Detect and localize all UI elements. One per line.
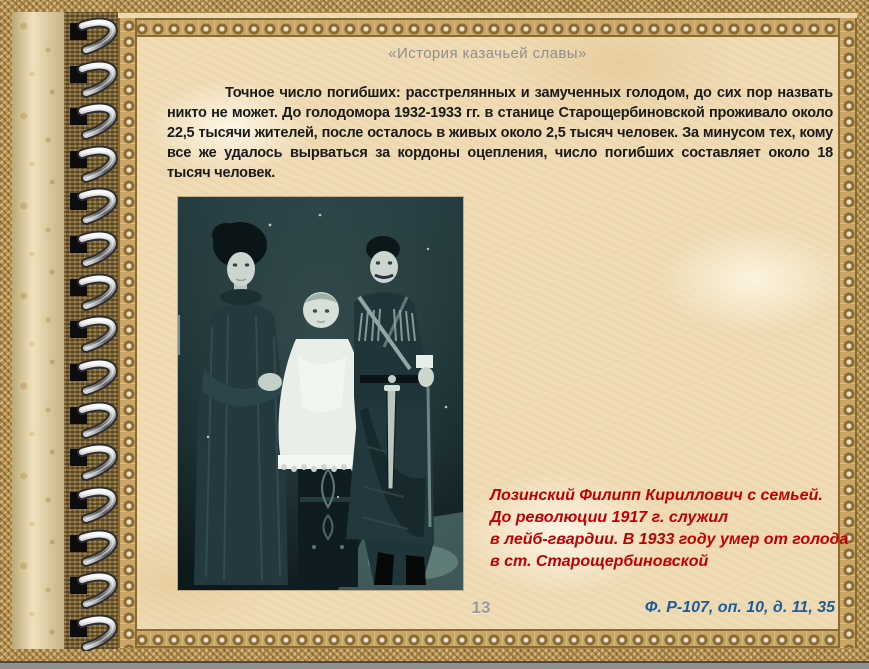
photo-caption-line: в ст. Старощербиновской xyxy=(490,553,709,570)
desktop-background-strip xyxy=(0,661,869,669)
photo-caption-line: До революции 1917 г. служил xyxy=(490,509,729,526)
ornament-border-bottom xyxy=(118,629,845,648)
page-number: 13 xyxy=(471,598,491,617)
ornament-border-top xyxy=(118,18,845,37)
slide-title: «История казачьей славы» xyxy=(388,45,587,62)
body-paragraph: Точное число погибших: расстрелянных и замученных голодом, до сих пор назвать никто не может. До голодомора 1932-1933 гг. в станице Старощербиновской проживало около 22,5 тысячи жителей, после осталось в живых около 2,5 тысяч человек. За минусом тех, кому все же удалось вырваться за кордоны оцепления, число погибших составляет около 18 тысяч человек. xyxy=(167,85,833,181)
photo-caption xyxy=(490,485,848,573)
family-photo-illustration xyxy=(178,197,463,590)
spiral-binding xyxy=(58,10,142,651)
photo-caption-line: в лейб-гвардии. В 1933 году умер от голода xyxy=(490,531,849,548)
family-photo xyxy=(178,197,463,590)
parchment-page xyxy=(118,13,857,648)
archive-reference: Ф. Р-107, оп. 10, д. 11, 35 xyxy=(644,599,835,616)
album-cover-edge xyxy=(12,12,64,649)
photo-caption-line: Лозинский Филипп Кириллович с семьей. xyxy=(490,487,823,504)
